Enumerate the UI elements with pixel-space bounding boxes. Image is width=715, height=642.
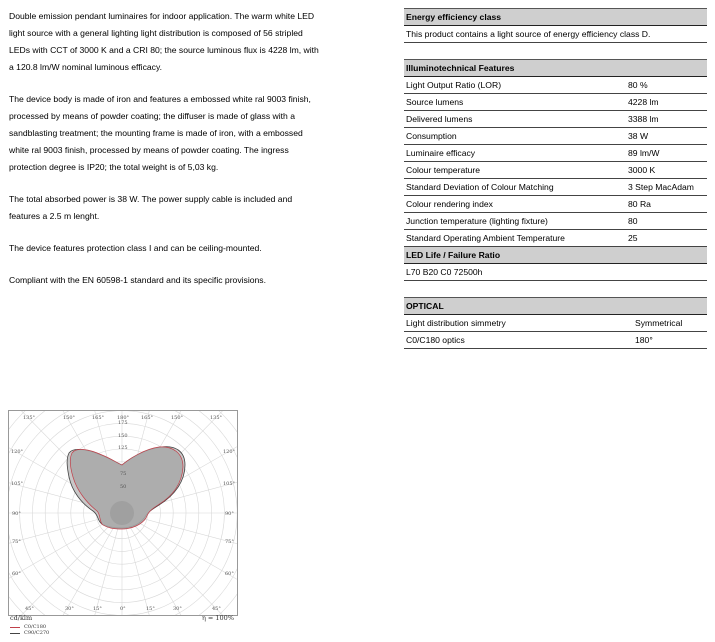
table-row bbox=[404, 213, 707, 230]
radial-label: 75 bbox=[120, 471, 127, 477]
polar-footer bbox=[10, 614, 236, 622]
angle-label: 105° bbox=[11, 481, 24, 487]
angle-label: 165° bbox=[92, 415, 105, 421]
table-row bbox=[404, 77, 707, 94]
row-value: 4228 lm bbox=[628, 97, 659, 107]
row-label: Delivered lumens bbox=[406, 114, 473, 124]
row-value: 80 bbox=[628, 216, 638, 226]
angle-label: 135° bbox=[210, 415, 223, 421]
row-value: 3388 lm bbox=[628, 114, 659, 124]
radial-label: 125 bbox=[118, 445, 128, 451]
row-label: Standard Operating Ambient Temperature bbox=[406, 233, 565, 243]
led-life-value: L70 B20 C0 72500h bbox=[404, 264, 707, 281]
legend-swatch bbox=[10, 627, 20, 628]
row-label: Light Output Ratio (LOR) bbox=[406, 80, 502, 90]
polar-light-distribution-diagram bbox=[8, 410, 238, 616]
angle-label: 165° bbox=[141, 415, 154, 421]
table-row bbox=[404, 162, 707, 179]
radial-label: 50 bbox=[120, 484, 127, 490]
angle-label: 15° bbox=[93, 606, 102, 612]
angle-label: 45° bbox=[25, 606, 34, 612]
angle-label: 15° bbox=[146, 606, 155, 612]
angle-label: 90° bbox=[225, 511, 234, 517]
illuminotechnical-table bbox=[404, 59, 707, 281]
row-value: Symmetrical bbox=[635, 318, 683, 328]
legend-label: C0/C180 bbox=[24, 624, 47, 630]
table-row bbox=[404, 111, 707, 128]
polar-efficiency-label: η = 100% bbox=[201, 614, 234, 622]
description-paragraph: The device features protection class I and can be ceiling-mounted. bbox=[9, 243, 262, 253]
table-row bbox=[404, 230, 707, 247]
angle-label: 150° bbox=[171, 415, 184, 421]
energy-efficiency-table bbox=[404, 8, 707, 43]
angle-label: 75° bbox=[225, 539, 234, 545]
row-label: Colour temperature bbox=[406, 165, 481, 175]
row-value: 180° bbox=[635, 335, 653, 345]
angle-label: 60° bbox=[12, 571, 21, 577]
description-paragraph: Double emission pendant luminaires for indoor application. The warm white LED light source with a general lighting light distribution is composed of 56 stripled LEDs with CCT of 3000 K and a CRI 80; the source luminous flux is 4228 lm, with a 120.8 lm/W nominal luminous efficacy. bbox=[9, 11, 319, 72]
energy-efficiency-text: This product contains a light source of energy efficiency class D. bbox=[404, 26, 707, 43]
row-label: Light distribution simmetry bbox=[406, 318, 506, 328]
row-label: C0/C180 optics bbox=[406, 335, 465, 345]
polar-legend bbox=[10, 624, 49, 636]
table-row bbox=[404, 196, 707, 213]
row-label: Standard Deviation of Colour Matching bbox=[406, 182, 554, 192]
row-value: 3 Step MacAdam bbox=[628, 182, 694, 192]
row-value: 38 W bbox=[628, 131, 649, 141]
angle-label: 135° bbox=[23, 415, 36, 421]
row-value: 89 lm/W bbox=[628, 148, 660, 158]
angle-label: 120° bbox=[223, 449, 236, 455]
angle-label: 90° bbox=[12, 511, 21, 517]
row-label: Junction temperature (lighting fixture) bbox=[406, 216, 548, 226]
description-paragraph: The total absorbed power is 38 W. The power supply cable is included and features a 2.5 m lenght. bbox=[9, 194, 293, 221]
product-description bbox=[9, 8, 319, 304]
optical-header: OPTICAL bbox=[404, 297, 707, 315]
row-label: Luminaire efficacy bbox=[406, 148, 476, 158]
row-label: Colour rendering index bbox=[406, 199, 493, 209]
row-label: Consumption bbox=[406, 131, 457, 141]
row-value: 80 % bbox=[628, 80, 648, 90]
radial-label: 150 bbox=[118, 433, 128, 439]
polar-chart-svg bbox=[9, 411, 237, 615]
angle-label: 105° bbox=[223, 481, 236, 487]
energy-efficiency-header: Energy efficiency class bbox=[404, 8, 707, 26]
table-row bbox=[404, 145, 707, 162]
angle-label: 180° bbox=[117, 415, 130, 421]
angle-label: 0° bbox=[120, 606, 126, 612]
angle-label: 120° bbox=[11, 449, 24, 455]
optical-table bbox=[404, 297, 707, 349]
legend-item-c90-c270 bbox=[10, 630, 49, 636]
row-label: Source lumens bbox=[406, 97, 464, 107]
angle-label: 45° bbox=[212, 606, 221, 612]
description-paragraph: The device body is made of iron and features a embossed white ral 9003 finish, processed by means of powder coating; the diffuser is made of glass with a sandblasting treatment; the mounting frame is made of iron, with a embossed white ral 9003 finish, processed by means of powder coating. The ingress protection degree is IP20; the total weight is of 5,03 kg. bbox=[9, 94, 311, 172]
led-life-header: LED Life / Failure Ratio bbox=[404, 247, 707, 264]
angle-label: 30° bbox=[65, 606, 74, 612]
angle-label: 150° bbox=[63, 415, 76, 421]
table-row bbox=[404, 332, 707, 349]
table-row bbox=[404, 315, 707, 332]
table-row bbox=[404, 128, 707, 145]
description-paragraph: Compliant with the EN 60598-1 standard and its specific provisions. bbox=[9, 275, 266, 285]
radial-label: 175 bbox=[118, 420, 128, 426]
legend-label: C90/C270 bbox=[24, 630, 50, 636]
illuminotechnical-header: Illuminotechnical Features bbox=[404, 59, 707, 77]
polar-unit-label: cd/klm bbox=[10, 614, 33, 622]
angle-label: 30° bbox=[173, 606, 182, 612]
table-row bbox=[404, 179, 707, 196]
row-value: 80 Ra bbox=[628, 199, 651, 209]
row-value: 25 bbox=[628, 233, 638, 243]
row-value: 3000 K bbox=[628, 165, 656, 175]
table-row bbox=[404, 94, 707, 111]
legend-swatch bbox=[10, 633, 20, 634]
angle-label: 60° bbox=[225, 571, 234, 577]
angle-label: 75° bbox=[12, 539, 21, 545]
